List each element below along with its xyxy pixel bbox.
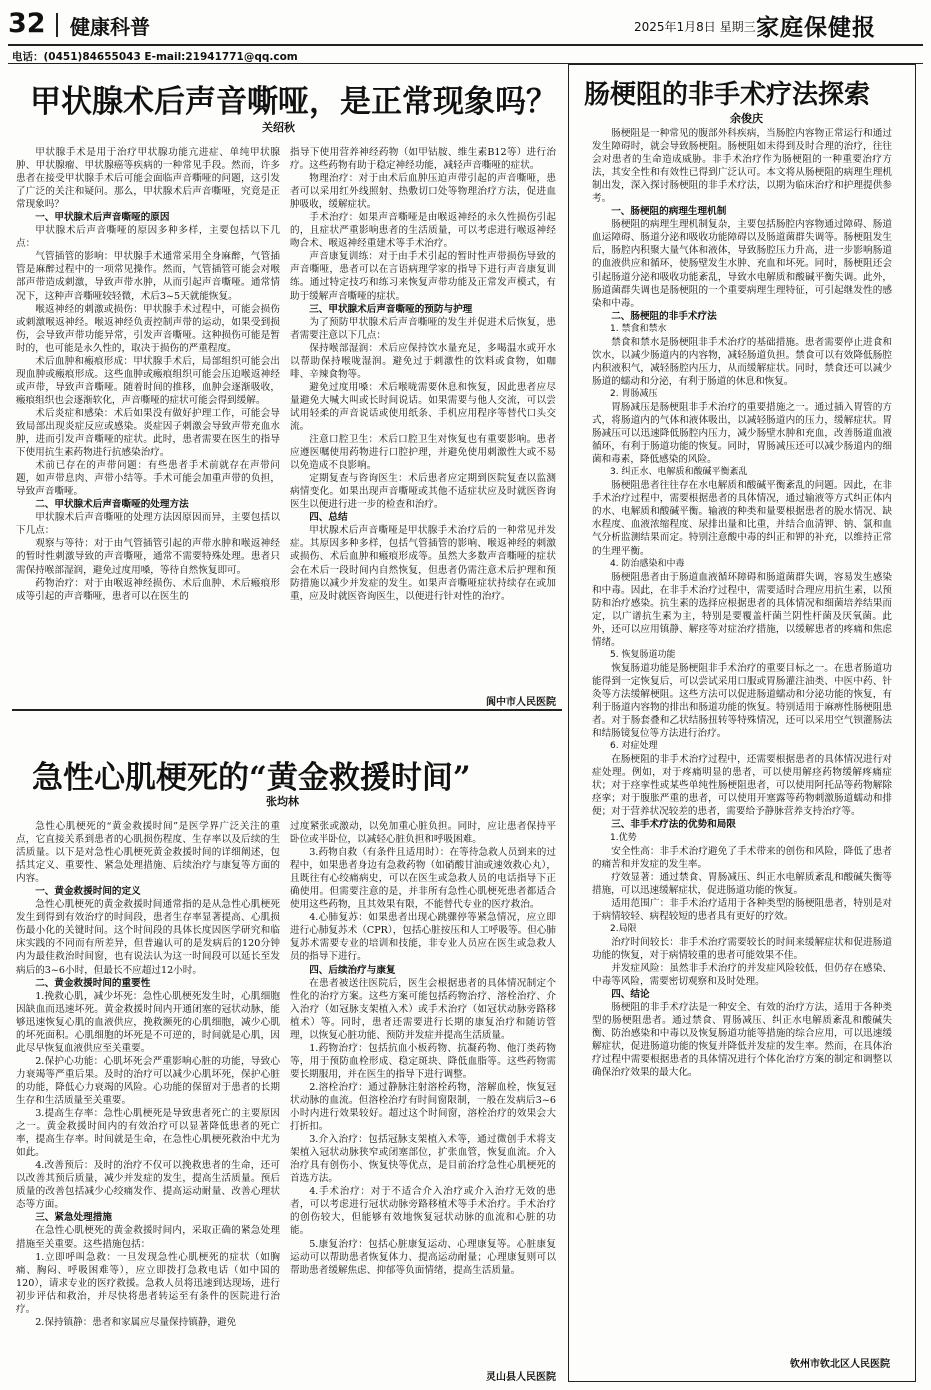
paragraph: 安全性高：非手术治疗避免了手术带来的创伤和风险，降低了患者的痛苦和并发症的发生率。	[592, 845, 892, 870]
paragraph: 肠梗阻的非手术疗法是一种安全、有效的治疗方法，适用于各种类型的肠梗阻患者。通过禁食、胃肠减压、纠正水电解质紊乱和酸碱失衡、防治感染和中毒以及恢复肠道功能等措施的综合应用，可以迅速缓解症状，促进肠道功能的恢复并降低并发症的发生率。然而，在具体治疗过程中需要根据患者的具体情况进行个体化治疗方案的制定和调整以确保治疗效果的最大化。	[592, 1002, 892, 1079]
article-divider	[12, 709, 562, 711]
section-heading: 三、甲状腺术后声音嘶哑的预防与护理	[309, 303, 473, 315]
article3-source: 钦州市钦北区人民医院	[790, 1359, 890, 1370]
article1-source: 阆中市人民医院	[486, 697, 556, 708]
section-heading: 四、结论	[611, 989, 650, 1001]
paragraph: 肠梗阻是一种常见的腹部外科疾病，当肠腔内容物正常运行和通过发生障碍时，就会导致肠梗阻。肠梗阻如未得到及时合理的治疗，往往会对患者的生命造成威胁。非手术治疗作为肠梗阻的一种重要治疗方法，其安全性和有效性已得到广泛认可。本文将从肠梗阻的病理生理机制出发，深入探讨肠梗阻的非手术疗法，以期为临床治疗和护理提供参考。	[592, 128, 892, 205]
paragraph: 4.改善预后：及时的治疗不仅可以挽救患者的生命，还可以改善其预后质量，减少并发症的发生，提高生活质量。预后质量的改善包括减少心绞痛发作、提高运动耐量、改善心理状态等方面。	[16, 1160, 280, 1211]
masthead	[0, 0, 931, 48]
article3-body	[592, 127, 892, 1353]
paragraph: 1.挽救心肌，减少坏死：急性心肌梗死发生时，心肌细胞因缺血而迅速坏死。黄金救援时间内开通闭塞的冠状动脉，能够迅速恢复心肌的血液供应，挽救濒死的心肌细胞，减少心肌的坏死面积。心肌细胞的坏死是不可逆的，时间就是心肌，因此尽早恢复血液供应至关重要。	[16, 990, 280, 1054]
paragraph: 术后炎症和感染：术后如果没有做好护理工作，可能会导致局部出现炎症反应或感染。炎症因子刺激会导致声带充血水肿，进而引发声音嘶哑的症状。此时，患者需要在医生的指导下使用抗生素药物进行抗感染治疗。	[16, 407, 280, 459]
paragraph: 药物治疗：对于由喉返神经损伤、术后血肿、术后瘢痕形成等引起的声音嘶哑，患者可以在医生的	[16, 577, 280, 602]
article1-column-1	[16, 146, 280, 702]
page-number: 32	[8, 8, 46, 39]
paragraph: 过度紧张或激动，以免加重心脏负担。同时，应让患者保持平卧位或半卧位，以减轻心脏负担和呼吸困难。	[290, 821, 556, 846]
paragraph: 观察与等待：对于由气管插管引起的声带水肿和喉返神经的暂时性刺激导致的声音嘶哑，通常不需要特殊处理。患者只需保持喉部湿润，避免过度用嗓，等待自然恢复即可。	[16, 538, 280, 576]
paragraph: 2.保护心功能：心肌坏死会严重影响心脏的功能，导致心力衰竭等严重后果。及时的治疗可以减少心肌坏死，保护心脏的功能，降低心力衰竭的风险。心功能的保留对于患者的长期生存和生活质量至关重要。	[16, 1055, 280, 1106]
paragraph: 指导下使用营养神经药物（如甲钴胺、维生素B12等）进行治疗。这些药物有助于稳定神经功能，减轻声音嘶哑的症状。	[290, 147, 556, 172]
paragraph: 禁食和禁水是肠梗阻非手术治疗的基础措施。患者需要停止进食和饮水，以减少肠道内的内容物，减轻肠道负担。禁食可以有效降低肠腔内积液积气，减轻肠腔内压力，从而缓解症状。同时，禁食还可以减少肠道的蠕动和分泌，有利于肠道的休息和恢复。	[592, 336, 892, 387]
paragraph: 急性心肌梗死的“黄金救援时间”是医学界广泛关注的重点，它直接关系到患者的心肌损伤程度、生存率以及后续的生活质量。以下是对急性心肌梗死黄金救援时间的详细阐述，包括其定义、重要性、紧急处理措施、后续治疗与康复等方面的内容。	[16, 821, 280, 885]
paragraph: 甲状腺术后声音嘶哑的处理方法因原因而异，主要包括以下几点：	[16, 512, 280, 537]
article1-author: 关绍秋	[262, 121, 295, 134]
paragraph: 甲状腺术后声音嘶哑的原因多种多样，主要包括以下几点：	[16, 225, 280, 250]
subsection-heading: 1. 禁食和禁水	[610, 323, 667, 334]
subsection-heading: 2. 胃肠减压	[610, 388, 658, 399]
section-heading: 三、紧急处理措施	[35, 1212, 112, 1224]
subsection-heading: 4. 防治感染和中毒	[610, 558, 685, 569]
article1-column-2	[290, 146, 556, 694]
paragraph: 急性心肌梗死的黄金救援时间通常指的是从急性心肌梗死发生到得到有效治疗的时间段，患者生存率显著提高、心肌损伤最小化的关键时间。这个时间段的具体长度因医学研究和临床实践的不同而有所差异，但普遍认可的是发病后的120分钟内为最佳救治时间窗，也有说法认为这一时间段可以延长至发病后的3~6小时，但最长不应超过12小时。	[16, 899, 280, 976]
subsection-heading: 2.局限	[610, 923, 637, 934]
subsection-heading: 6. 对症处理	[610, 741, 658, 752]
article3-title: 肠梗阻的非手术疗法探索	[584, 80, 871, 110]
header-rule	[8, 44, 923, 46]
article1-title: 甲状腺术后声音嘶哑，是正常现象吗？	[30, 84, 557, 120]
paragraph: 肠梗阻患者往往存在水电解质和酸碱平衡紊乱的问题。因此，在非手术治疗过程中，需要根据患者的具体情况，通过输液等方式纠正体内的水、电解质和酸碱平衡。输液的种类和量要根据患者的脱水情况、缺水程度、血液浓缩程度、尿排出量和比重，并结合血清钾、钠、氯和血气分析监测结果而定。特别注意酸中毒的纠正和钾的补充，以维持正常的生理平衡。	[592, 480, 892, 557]
paragraph: 声音康复训练：对于由手术引起的暂时性声带损伤导致的声音嘶哑，患者可以在言语病理学家的指导下进行声音康复训练。通过特定技巧和练习来恢复声带功能及正常发声模式，有助于缓解声音嘶哑的症状。	[290, 251, 556, 302]
paragraph: 3.介入治疗：包括冠脉支架植入术等，通过微创手术将支架植入冠状动脉狭窄或闭塞部位，扩张血管，恢复血流。介入治疗具有创伤小、恢复快等优点，是目前治疗急性心肌梗死的首选方法。	[290, 1134, 556, 1185]
article2-source: 灵山县人民医院	[486, 1372, 556, 1383]
paragraph: 为了预防甲状腺术后声音嘶哑的发生并促进术后恢复，患者需要注意以下几点：	[290, 316, 556, 341]
paragraph: 3.提高生存率：急性心肌梗死是导致患者死亡的主要原因之一。黄金救援时间内的有效治疗可以显著降低患者的死亡率，提高生存率。时间就是生命，在急性心肌梗死救治中尤为如此。	[16, 1108, 280, 1159]
paragraph: 疗效显著：通过禁食、胃肠减压、纠正水电解质紊乱和酸碱失衡等措施，可以迅速缓解症状，促进肠道功能的恢复。	[592, 871, 892, 896]
paragraph: 1.立即呼叫急救：一旦发现急性心肌梗死的症状（如胸痛、胸闷、呼吸困难等），应立即拨打急救电话（如中国的120），请求专业的医疗救援。急救人员将迅速到达现场，进行初步评估和救治，并尽快将患者转运至有条件的医院进行治疗。	[16, 1251, 280, 1315]
paragraph: 并发症风险：虽然非手术治疗的并发症风险较低，但仍存在感染、中毒等风险，需要密切观察和及时处理。	[592, 963, 892, 988]
article3-author: 余俊庆	[730, 112, 763, 125]
section-heading: 四、总结	[309, 512, 348, 524]
paragraph: 2.保持镇静：患者和家属应尽量保持镇静，避免	[35, 1316, 237, 1328]
article2-column-1	[16, 820, 280, 1378]
article2-author: 张均林	[266, 795, 299, 808]
article2-column-2	[290, 820, 556, 1368]
paragraph: 2.溶栓治疗：通过静脉注射溶栓药物，溶解血栓，恢复冠状动脉的血流。但溶栓治疗有时间窗限制，一般在发病后3~6小时内进行效果较好。超过这个时间窗，溶栓治疗的效果会大打折扣。	[290, 1081, 556, 1133]
paragraph: 1.药物治疗：包括抗血小板药物、抗凝药物、他汀类药物等，用于预防血栓形成、稳定斑块、降低血脂等。这些药物需要长期服用，并在医生的指导下进行调整。	[290, 1042, 556, 1080]
paragraph: 保持喉部湿润：术后应保持饮水量充足，多喝温水或开水以帮助保持喉咙湿润。避免过于刺激性的饮料或食物，如咖啡、辛辣食物等。	[290, 342, 556, 380]
paragraph: 肠梗阻的病理生理机制复杂，主要包括肠腔内容物通过障碍、肠道血运障碍、肠道分泌和吸收功能障碍以及肠道菌群失调等。肠梗阻发生后，肠腔内积聚大量气体和液体，导致肠腔压力升高，进一步影响肠道的血液供应和循环，使肠壁发生水肿、充血和坏死。同时，肠梗阻还会引起肠道分泌和吸收功能紊乱，导致水电解质和酸碱平衡失调。此外，肠道菌群失调也是肠梗阻的一个重要病理生理特征，可引起继发性的感染和中毒。	[592, 219, 892, 309]
paragraph: 甲状腺术后声音嘶哑是甲状腺手术治疗后的一种常见并发症。其原因多种多样，包括气管插管的影响、喉返神经的刺激或损伤、术后血肿和瘢痕形成等。虽然大多数声音嘶哑的症状会在术后一段时间内自然恢复，但患者仍需注意术后护理和预防措施以减少并发症的发生。如果声音嘶哑症状持续存在或加重，应及时就医咨询医生，以便进行针对性的治疗。	[290, 525, 556, 602]
contact-info: 电话：(0451)84655043 E-mail:21941771@qq.com	[12, 51, 298, 63]
paragraph: 在急性心肌梗死的黄金救援时间内，采取正确的紧急处理措施至关重要。这些措施包括：	[16, 1225, 280, 1250]
paragraph: 定期复查与咨询医生：术后患者应定期到医院复查以监测病情变化。如果出现声音嘶哑或其他不适症状应及时就医咨询医生以便进行进一步的检查和治疗。	[290, 473, 556, 511]
paragraph: 气管插管的影响：甲状腺手术通常采用全身麻醉，气管插管是麻醉过程中的一项常见操作。然而，气管插管可能会对喉部声带造成刺激，导致声带水肿，从而引起声音嘶哑。通常情况下，这种声音嘶哑较轻微，术后3~5天就能恢复。	[16, 251, 280, 302]
paragraph: 5.康复治疗：包括心脏康复运动、心理康复等。心脏康复运动可以帮助患者恢复体力、提高运动耐量；心理康复则可以帮助患者缓解焦虑、抑郁等负面情绪，提高生活质量。	[290, 1238, 556, 1276]
paragraph: 甲状腺手术是用于治疗甲状腺功能亢进症、单纯甲状腺肿、甲状腺瘤、甲状腺癌等疾病的一种常见手段。然而，许多患者在接受甲状腺手术后可能会面临声音嘶哑的问题，这引发了广泛的关注和疑问。那么，甲状腺术后声音嘶哑，究竟是正常现象吗？	[16, 147, 280, 211]
subsection-heading: 1.优势	[610, 832, 637, 843]
paragraph: 胃肠减压是肠梗阻非手术治疗的重要措施之一。通过插入胃管的方式，将肠道内的气体和液体吸出，以减轻肠道内的压力，缓解症状。胃肠减压可以迅速降低肠腔内压力，减少肠壁水肿和充血，改善肠道血液循环，有利于肠道功能的恢复。同时，胃肠减压还可以减少肠道内的细菌和毒素，降低感染的风险。	[592, 401, 892, 466]
article2-title: 急性心肌梗死的“黄金救援时间”	[32, 760, 471, 796]
subsection-heading: 3. 纠正水、电解质和酸碱平衡紊乱	[610, 467, 748, 478]
paragraph: 4.手术治疗：对于不适合介入治疗或介入治疗无效的患者，可以考虑进行冠状动脉旁路移植术等手术治疗。手术治疗的创伤较大，但能够有效地恢复冠状动脉的血流和心脏的功能。	[290, 1186, 556, 1237]
masthead-divider	[56, 13, 58, 37]
paragraph: 术前已存在的声带问题：有些患者手术前就存在声带问题，如声带息肉、声带小结等。手术可能会加重声带的负担，导致声音嘶哑。	[16, 460, 280, 498]
section-heading: 四、后续治疗与康复	[309, 964, 396, 976]
subsection-heading: 5. 恢复肠道功能	[610, 649, 676, 660]
section-title: 健康科普	[70, 15, 150, 39]
paragraph: 手术治疗：如果声音嘶哑是由喉返神经的永久性损伤引起的，且症状严重影响患者的生活质量，可以考虑进行喉返神经吻合术、喉返神经重建术等手术治疗。	[290, 212, 556, 250]
paragraph: 在肠梗阻的非手术治疗过程中，还需要根据患者的具体情况进行对症处理。例如，对于疼痛明显的患者，可以使用解痉药物缓解疼痛症状；对于痉挛性或某些单纯性肠梗阻患者，可以使用阿托品等药物解除痉挛；对于腹胀严重的患者，可以使用开塞露等药物刺激肠道蠕动和排便；对于营养状况较差的患者，需要给予静脉营养支持治疗等。	[592, 754, 892, 818]
section-heading: 二、黄金救援时间的重要性	[35, 977, 151, 989]
section-heading: 一、肠梗阻的病理生理机制	[611, 206, 727, 218]
paragraph: 物理治疗：对于由术后血肿压迫声带引起的声音嘶哑，患者可以采用红外线照射、热敷切口处等物理治疗方法，促进血肿吸收，缓解症状。	[290, 173, 556, 211]
section-heading: 三、非手术疗法的优势和局限	[611, 819, 736, 831]
paragraph: 术后血肿和瘢痕形成：甲状腺手术后，局部组织可能会出现血肿或瘢痕形成。这些血肿或瘢痕组织可能会压迫喉返神经或声带，导致声音嘶哑。随着时间的推移，血肿会逐渐吸收，瘢痕组织也会逐渐软化，声音嘶哑的症状可能会得到缓解。	[16, 355, 280, 406]
section-heading: 二、肠梗阻的非手术疗法	[611, 310, 717, 322]
paragraph: 喉返神经的刺激或损伤：甲状腺手术过程中，可能会损伤或刺激喉返神经。喉返神经负责控制声带的运动，如果受到损伤，会导致声带功能异常，引发声音嘶哑。这种损伤可能是暂时的，也可能是永久性的，取决于损伤的严重程度。	[16, 303, 280, 354]
paragraph: 适用范围广：非手术治疗适用于各种类型的肠梗阻患者，特别是对于病情较轻、病程较短的患者具有更好的疗效。	[592, 897, 892, 922]
paper-name: 家庭保健报	[756, 14, 876, 41]
section-heading: 一、甲状腺术后声音嘶哑的原因	[35, 212, 170, 224]
paragraph: 4.心肺复苏：如果患者出现心跳骤停等紧急情况，应立即进行心肺复苏术（CPR），包括心脏按压和人工呼吸等。但心肺复苏术需要专业的培训和技能，非专业人员应在医生或急救人员的指导下进行。	[290, 912, 556, 963]
paragraph: 在患者被送往医院后，医生会根据患者的具体情况制定个性化的治疗方案。这些方案可能包括药物治疗、溶栓治疗、介入治疗（如冠脉支架植入术）或手术治疗（如冠状动脉旁路移植术）等。同时，患者还需要进行长期的康复治疗和随访管理，以恢复心脏功能、预防并发症并提高生活质量。	[290, 977, 556, 1041]
paragraph: 治疗时间较长：非手术治疗需要较长的时间来缓解症状和促进肠道功能的恢复，对于病情较重的患者可能效果不佳。	[592, 936, 892, 961]
paragraph: 3.药物自救（有条件且适用时）：在等待急救人员到来的过程中，如果患者身边有急救药物（如硝酸甘油或速效救心丸），且既往有心绞痛病史，可以在医生或急救人员的电话指导下正确使用。但需要注意的是，并非所有急性心肌梗死患者都适合使用这些药物，且其效果有限，不能替代专业的医疗救治。	[290, 847, 556, 911]
paragraph: 避免过度用嗓：术后喉咙需要休息和恢复，因此患者应尽量避免大喊大叫或长时间说话。如果需要与他人交流，可以尝试用轻柔的声音说话或使用纸条、手机应用程序等替代口头交流。	[290, 381, 556, 432]
paragraph: 肠梗阻患者由于肠道血液循环障碍和肠道菌群失调，容易发生感染和中毒。因此，在非手术治疗过程中，需要适时合理应用抗生素，以预防和治疗感染。抗生素的选择应根据患者的具体情况和细菌培养结果而定，以广谱抗生素为主，特别是要覆盖杆菌兰阴性杆菌及厌氧菌。此外，还可以应用镇静、解痉等对症治疗措施，以缓解患者的疼痛和焦虑情绪。	[592, 571, 892, 648]
issue-date: 2025年1月8日 星期三	[634, 20, 756, 34]
paragraph: 注意口腔卫生：术后口腔卫生对恢复也有重要影响。患者应遵医嘱使用药物进行口腔护理，并避免使用刺激性大或不易以免造成不良影响。	[290, 434, 556, 472]
paragraph: 恢复肠道功能是肠梗阻非手术治疗的重要目标之一。在患者肠道功能得到一定恢复后，可以尝试采用口服或胃肠灌注油类、中医中药、针灸等方法缓解梗阻。这些方法可以促进肠道蠕动和分泌功能的恢复，有利于肠道内容物的排出和肠道功能的恢复。特别适用于麻痹性肠梗阻患者。对于肠套叠和乙状结肠扭转等特殊情况，还可以采用空气钡灌肠法和结肠镜复位等方法进行治疗。	[592, 662, 892, 740]
section-heading: 二、甲状腺术后声音嘶哑的处理方法	[35, 499, 189, 511]
section-heading: 一、黄金救援时间的定义	[35, 886, 141, 898]
